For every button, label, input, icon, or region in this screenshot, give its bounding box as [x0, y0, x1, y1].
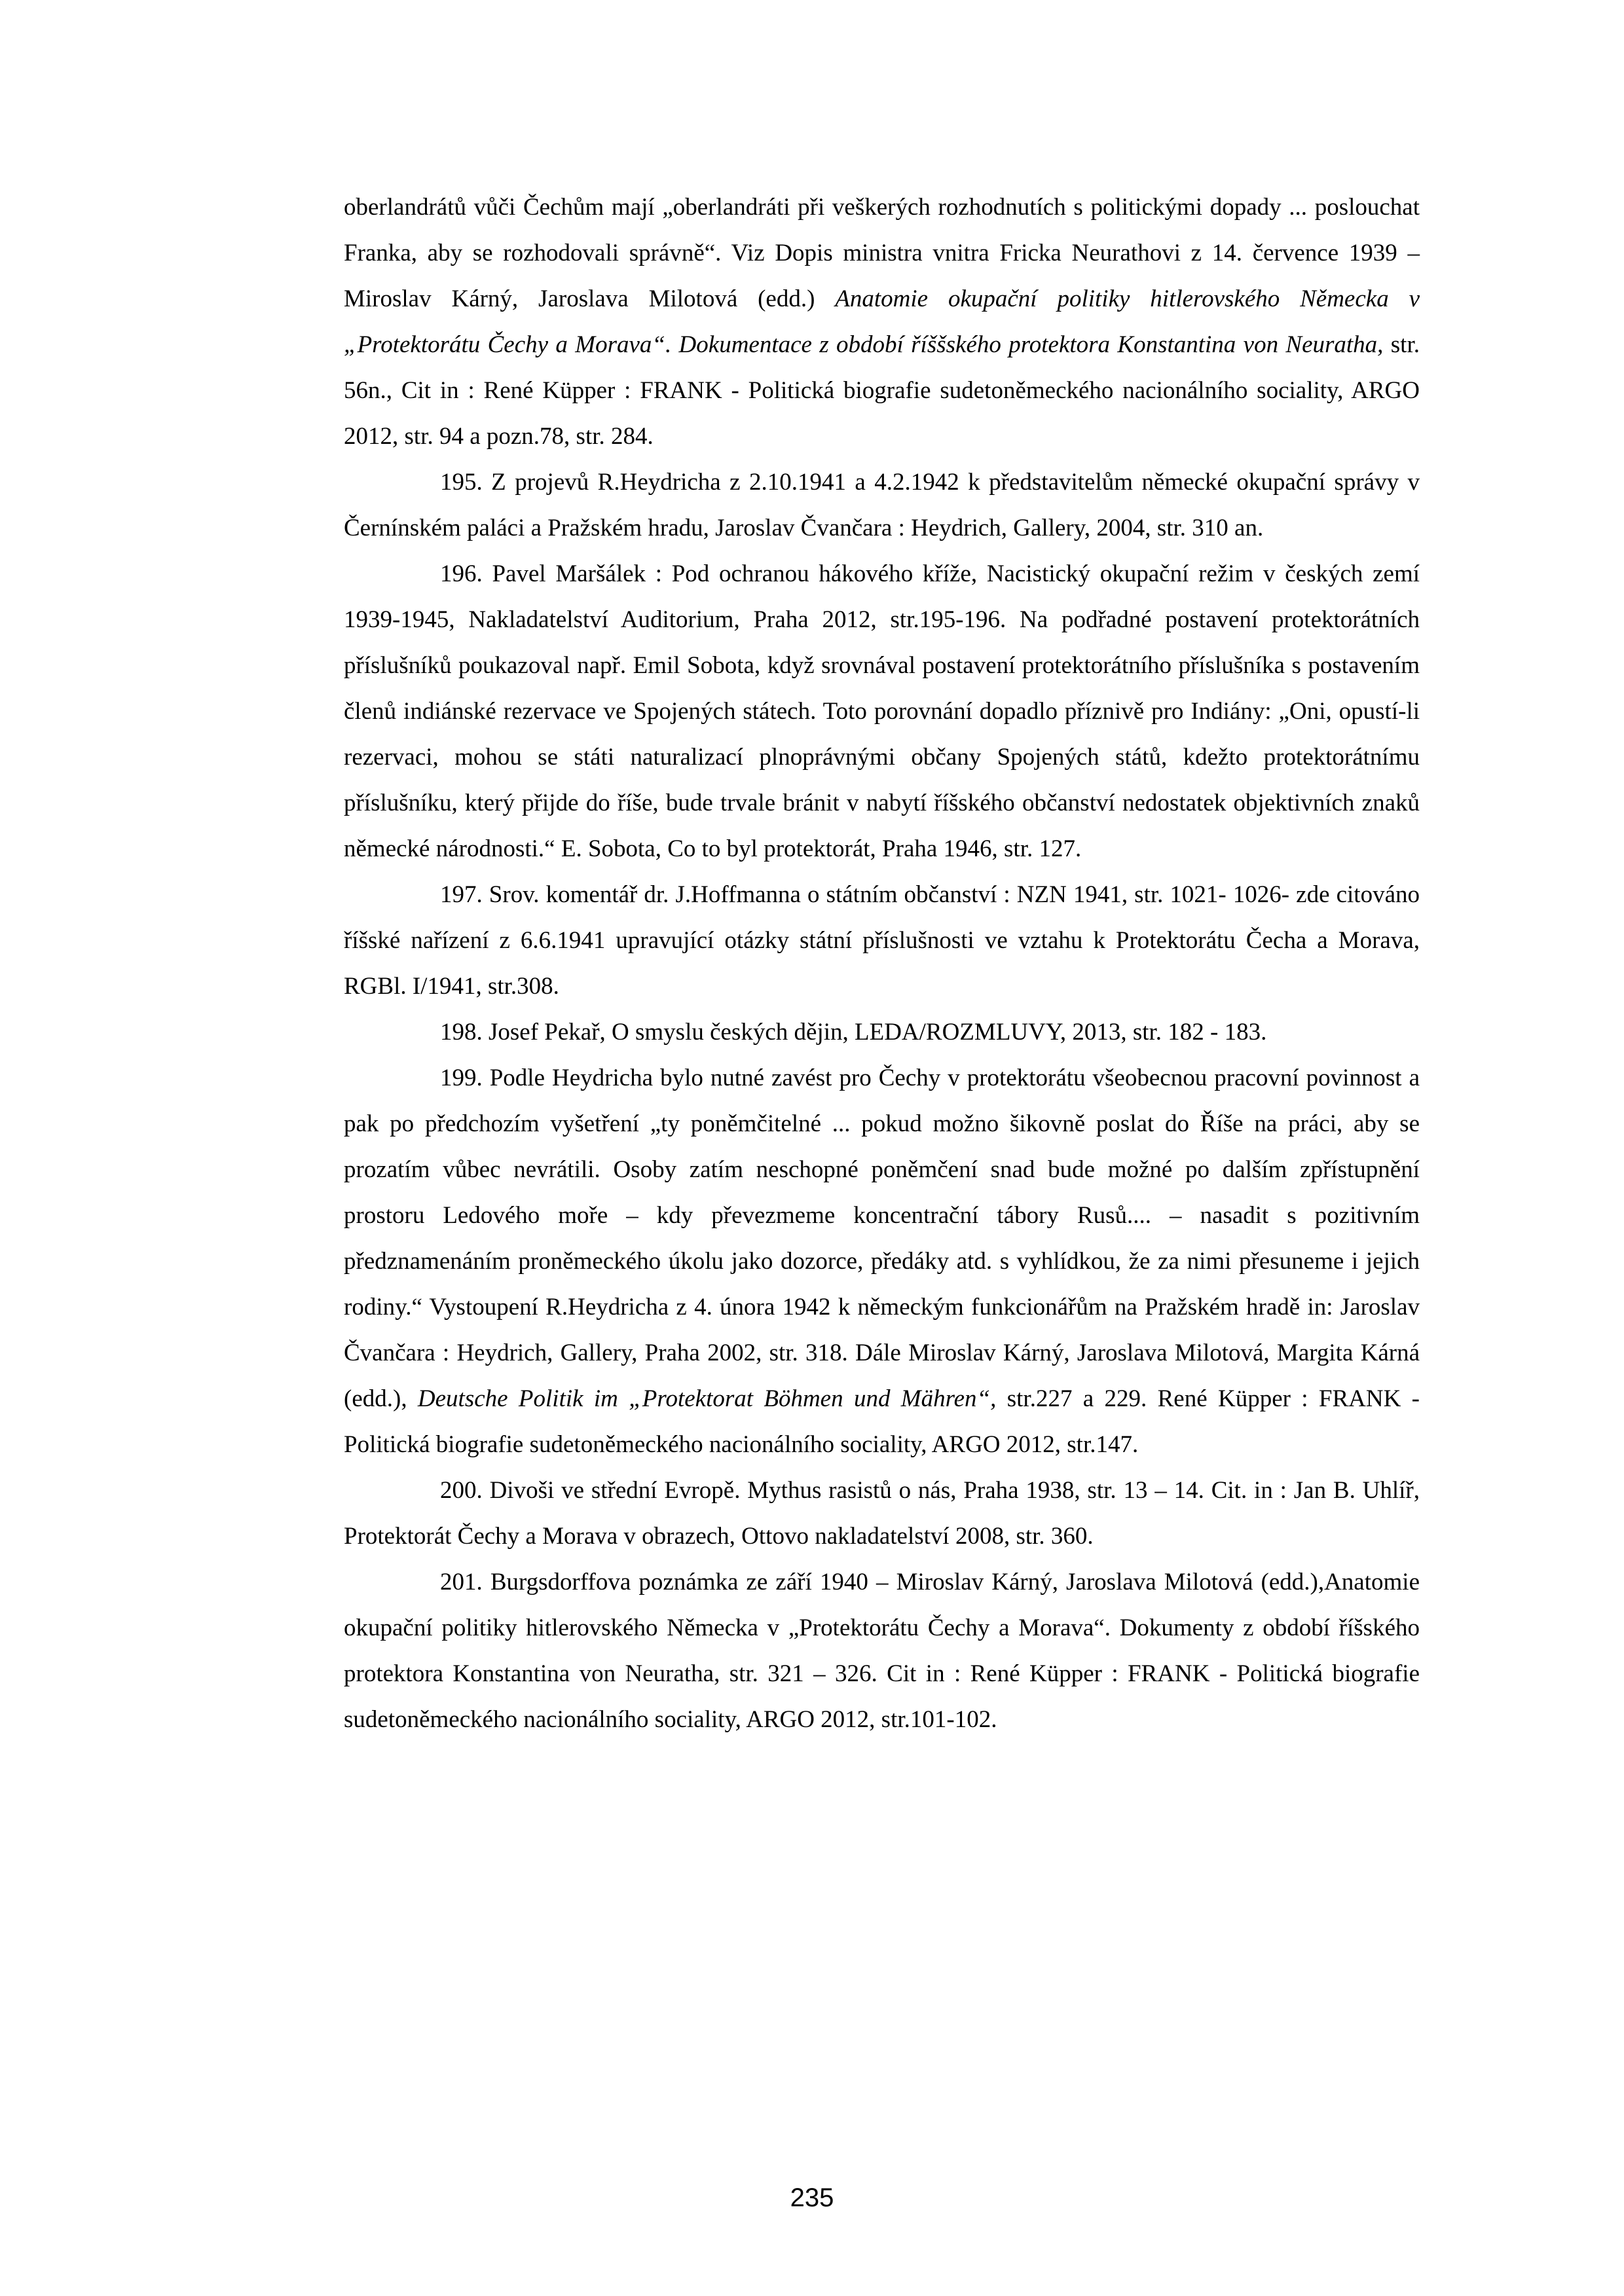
footnote-194-continuation: [344, 185, 1420, 460]
footnotes-text-block: [344, 185, 1420, 1743]
italic-title-segment: Deutsche Politik im „Protektorat Böhmen und Mähren“,: [417, 1385, 997, 1412]
text-segment: 197. Srov. komentář dr. J.Hoffmanna o státním občanství : NZN 1941, str. 1021- 1026- zde citováno říšské nařízení z 6.6.1941 upravující otázky státní příslušnosti ve vztahu k Protektorátu Čecha a Morava, RGBl. I/1941, str.308.: [344, 881, 1420, 1000]
page-number: 235: [790, 2183, 834, 2212]
text-segment: 199. Podle Heydricha bylo nutné zavést pro Čechy v protektorátu všeobecnou pracovní povinnost a pak po předchozím vyšetření „ty poněmčitelné ... pokud možno šikovně poslat do Říše na práci, aby se prozatím vůbec nevrátili. Osoby zatím neschopné poněmčení snad bude možné po dalším zpřístupnění prostoru Ledového moře – kdy převezmeme koncentrační tábory Rusů.... – nasadit s pozitivním předznamenáním proněmeckého úkolu jako dozorce, předáky atd. s vyhlídkou, že za nimi přesuneme i jejich rodiny.“ Vystoupení R.Heydricha z 4. února 1942 k německým funkcionářům na Pražském hradě in: Jaroslav Čvančara : Heydrich, Gallery, Praha 2002, str. 318. Dále Miroslav Kárný, Jaroslava Milotová, Margita Kárná (edd.),: [344, 1065, 1420, 1412]
text-segment: oberlandrátů vůči Čechům mají „oberlandráti při veškerých rozhodnutích s politickými dopady ... poslouchat Franka, aby se rozhodovali správně“. Viz Dopis ministra vnitra Fricka Neurathovi z 14. července 1939 – Miroslav Kárný, Jaroslava Milotová (edd.): [344, 194, 1420, 312]
footnote-201: [344, 1559, 1420, 1743]
text-segment: 200. Divoši ve střední Evropě. Mythus rasistů o nás, Praha 1938, str. 13 – 14. Cit. in : Jan B. Uhlíř, Protektorát Čechy a Morava v obrazech, Ottovo nakladatelství 2008, str. 360.: [344, 1477, 1420, 1550]
text-segment: 198. Josef Pekař, O smyslu českých dějin, LEDA/ROZMLUVY, 2013, str. 182 - 183.: [440, 1019, 1267, 1046]
italic-title-segment: Anatomie okupační politiky hitlerovského Německa v „Protektorátu Čechy a Morava“. Dokumentace z období říššského protektora Konstantina von Neuratha,: [344, 285, 1420, 358]
footnote-199: [344, 1055, 1420, 1468]
text-segment: str.227 a 229. René Küpper : FRANK - Politická biografie sudetoněmeckého nacionálního sociality, ARGO 2012, str.147.: [344, 1385, 1420, 1458]
footnote-200: [344, 1468, 1420, 1559]
footnote-195: [344, 460, 1420, 551]
footnote-197: [344, 872, 1420, 1010]
text-segment: 201. Burgsdorffova poznámka ze září 1940 – Miroslav Kárný, Jaroslava Milotová (edd.),Anatomie okupační politiky hitlerovského Německa v „Protektorátu Čechy a Morava“. Dokumenty z období říšského protektora Konstantina von Neuratha, str. 321 – 326. Cit in : René Küpper : FRANK - Politická biografie sudetoněmeckého nacionálního sociality, ARGO 2012, str.101-102.: [344, 1569, 1420, 1733]
footnote-198: [344, 1010, 1420, 1055]
text-segment: 196. Pavel Maršálek : Pod ochranou hákového kříže, Nacistický okupační režim v českých zemí 1939-1945, Nakladatelství Auditorium, Praha 2012, str.195-196. Na podřadné postavení protektorátních příslušníků poukazoval např. Emil Sobota, když srovnával postavení protektorátního příslušníka s postavením členů indiánské rezervace ve Spojených státech. Toto porovnání dopadlo příznivě pro Indiány: „Oni, opustí-li rezervaci, mohou se státi naturalizací plnoprávnými občany Spojených států, kdežto protektorátnímu příslušníku, který přijde do říše, bude trvale bránit v nabytí říšského občanství nedostatek objektivních znaků německé národnosti.“ E. Sobota, Co to byl protektorát, Praha 1946, str. 127.: [344, 560, 1420, 862]
footnote-196: [344, 551, 1420, 872]
text-segment: str. 56n., Cit in : René Küpper : FRANK - Politická biografie sudetoněmeckého nacionálního sociality, ARGO 2012, str. 94 a pozn.78, str. 284.: [344, 331, 1420, 450]
text-segment: 195. Z projevů R.Heydricha z 2.10.1941 a 4.2.1942 k představitelům německé okupační správy v Černínském paláci a Pražském hradu, Jaroslav Čvančara : Heydrich, Gallery, 2004, str. 310 an.: [344, 469, 1420, 541]
